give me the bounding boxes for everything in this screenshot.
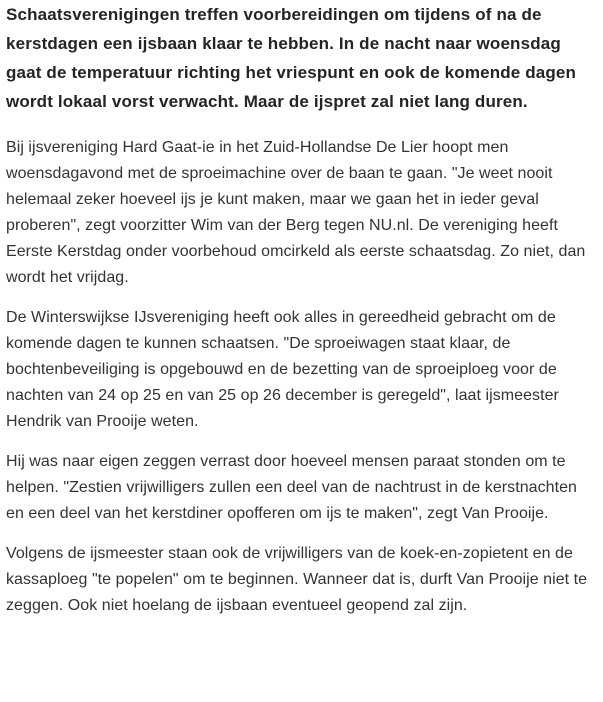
article-paragraph-4: Volgens de ijsmeester staan ook de vrijwilligers van de koek-en-zopietent en de kassaploeg "te popelen" om te beginnen. Wanneer dat is, durft Van Prooije niet te zeggen. Ook niet hoelang de ijsbaan eventueel geopend zal zijn. <box>6 545 588 614</box>
article-body <box>6 135 596 619</box>
article <box>6 0 596 633</box>
article-lead: Schaatsverenigingen treffen voorbereidingen om tijdens of na de kerstdagen een ijsbaan klaar te hebben. In de nacht naar woensdag gaat de temperatuur richting het vriespunt en ook de komende dagen wordt lokaal vorst verwacht. Maar de ijspret zal niet lang duren. <box>6 5 577 111</box>
article-paragraph-3: Hij was naar eigen zeggen verrast door hoeveel mensen paraat stonden om te helpen. "Zestien vrijwilligers zullen een deel van de nachtrust in de kerstnachten en een deel van het kerstdiner opofferen om ijs te maken", zegt Van Prooije. <box>6 453 577 522</box>
article-paragraph-1: Bij ijsvereniging Hard Gaat-ie in het Zuid-Hollandse De Lier hoopt men woensdagavond met de sproeimachine over de baan te gaan. "Je weet nooit helemaal zeker hoeveel ijs je kunt maken, maar we gaan het in ieder geval proberen", zegt voorzitter Wim van der Berg tegen NU.nl. De vereniging heeft Eerste Kerstdag onder voorbehoud omcirkeld als eerste schaatsdag. Zo niet, dan wordt het vrijdag. <box>6 139 586 286</box>
article-paragraph-2: De Winterswijkse IJsvereniging heeft ook alles in gereedheid gebracht om de komende dagen te kunnen schaatsen. "De sproeiwagen staat klaar, de bochtenbeveiliging is opgebouwd en de bezetting van de sproeiploeg voor de nachten van 24 op 25 en van 25 op 26 december is geregeld", laat ijsmeester Hendrik van Prooije weten. <box>6 309 559 430</box>
